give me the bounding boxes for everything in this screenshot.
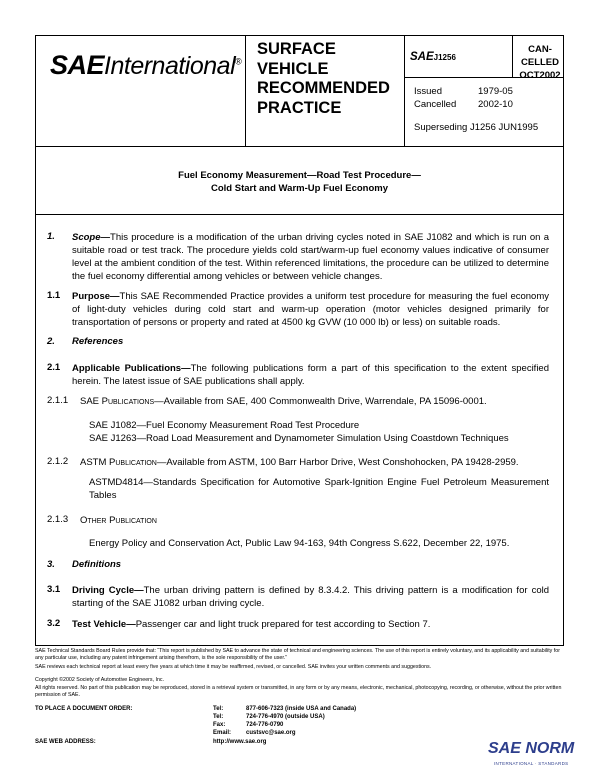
section-number: 2.1.2	[47, 456, 69, 467]
reference-item: SAE J1082—Fuel Economy Measurement Road Test Procedure	[89, 420, 360, 431]
reference-item: Energy Policy and Conservation Act, Public Law 94-163, 94th Congress S.622, December 22, 1975.	[89, 538, 510, 549]
section-number: 2.1	[47, 362, 61, 373]
issued-value: 1979-05	[478, 86, 513, 97]
tel-label: Tel:	[213, 714, 224, 720]
header-divider-right	[512, 35, 513, 77]
footer-review: SAE reviews each technical report at least every five years at which time it may be reaffirmed, revised, or cancelled. SAE invites your written comments and suggestions.	[35, 664, 432, 670]
email-link[interactable]: custsvc@sae.org	[246, 730, 296, 736]
web-link[interactable]: http://www.sae.org	[213, 739, 267, 745]
section-heading: Definitions	[72, 559, 122, 570]
section-number: 3.	[47, 559, 55, 570]
section-scope: Scope—This procedure is a modification of the urban driving cycles noted in SAE J1082 and which is run on a suitable road or test track. The procedure yields cold start/warm-up fuel economy values indicative of consumer level at the ambient condition of the test. Within referenced limitations, the procedure can be utilized to determine the fuel economy differential among vehicles or between vehicle changes.	[72, 232, 549, 282]
fax-label: Fax:	[213, 722, 226, 728]
title-bottom-rule	[35, 214, 564, 215]
section-heading: References	[72, 336, 124, 347]
section-other-publication: Other Publication	[80, 515, 157, 526]
tel-value[interactable]: 724-776-4970 (outside USA)	[246, 714, 325, 720]
issued-label: Issued	[414, 86, 442, 97]
section-purpose: Purpose—This SAE Recommended Practice provides a uniform test procedure for measuring the fuel economy of light-duty vehicles during cold start and warm-up operation (motor vehicles designed primarily for transportation of persons or property and rated at 4500 kg GVW (10 000 lb) or less) on suitable roads.	[72, 291, 549, 328]
sae-norm-subtitle: INTERNATIONAL · STANDARDS	[494, 761, 569, 766]
document-type: SURFACE VEHICLE RECOMMENDED PRACTICE	[257, 40, 390, 117]
document-title-line1: Fuel Economy Measurement—Road Test Procedure—	[178, 170, 421, 181]
header-divider-left	[245, 35, 246, 147]
order-label: TO PLACE A DOCUMENT ORDER:	[35, 706, 133, 712]
footer-copyright: Copyright ©2002 Society of Automotive Engineers, Inc.	[35, 677, 165, 683]
section-sae-publications: SAE Publications—Available from SAE, 400 Commonwealth Drive, Warrendale, PA 15096-0001.	[80, 396, 487, 407]
footer-rules: SAE Technical Standards Board Rules provide that: “This report is published by SAE to advance the state of technical and engineering sciences. The use of this report is entirely voluntary, and its applicability and suitability for any particular use, including any patent infringement arising therefrom, is the sole responsibility of the user.”	[35, 648, 560, 661]
reference-item: ASTMD4814—Standards Specification for Automotive Spark-Ignition Engine Fuel Petroleum Measurement Tables	[89, 477, 549, 501]
section-number: 1.1	[47, 290, 61, 301]
document-title-line2: Cold Start and Warm-Up Fuel Economy	[211, 183, 388, 194]
tel-value[interactable]: 877-606-7323 (inside USA and Canada)	[246, 706, 357, 712]
status-badge: CAN- CELLED OCT2002	[519, 44, 561, 81]
web-label: SAE WEB ADDRESS:	[35, 739, 96, 745]
section-number: 3.2	[47, 618, 61, 629]
tel-label: Tel:	[213, 706, 224, 712]
email-label: Email:	[213, 730, 232, 736]
reference-item: SAE J1263—Road Load Measurement and Dynamometer Simulation Using Coastdown Techniques	[89, 433, 509, 444]
cancelled-value: 2002-10	[478, 99, 513, 110]
section-test-vehicle: Test Vehicle—Passenger car and light truck prepared for test according to Section 7.	[72, 619, 431, 630]
section-number: 3.1	[47, 584, 61, 595]
superseding-note: Superseding J1256 JUN1995	[414, 122, 539, 133]
document-number: SAEJ1256	[410, 51, 456, 63]
sae-international-logo: SAEInternational®	[50, 50, 242, 80]
section-number: 1.	[47, 231, 55, 242]
section-number: 2.1.3	[47, 514, 69, 525]
section-astm-publication: ASTM Publication—Available from ASTM, 100 Barr Harbor Drive, West Conshohocken, PA 19428-2959.	[80, 457, 519, 468]
sae-norm-logo: SAE NORM	[488, 740, 575, 757]
section-number: 2.	[47, 336, 55, 347]
fax-value: 724-776-0790	[246, 722, 284, 728]
section-number: 2.1.1	[47, 395, 69, 406]
footer-rights: All rights reserved. No part of this publication may be reproduced, stored in a retrieval system or transmitted, in any form or by any means, electronic, mechanical, photocopying, recording, or otherwise, without the prior written permission of SAE.	[35, 685, 562, 698]
cancelled-label: Cancelled	[414, 99, 457, 110]
section-applicable-publications: Applicable Publications—The following publications form a part of this specification to the extent specified herein. The latest issue of SAE publications shall apply.	[72, 363, 549, 387]
header-bottom-rule	[35, 146, 564, 147]
section-driving-cycle: Driving Cycle—The urban driving pattern is defined by 8.3.4.2. This driving pattern is a modification for cold starting of the SAE J1082 urban driving cycle.	[72, 585, 549, 609]
